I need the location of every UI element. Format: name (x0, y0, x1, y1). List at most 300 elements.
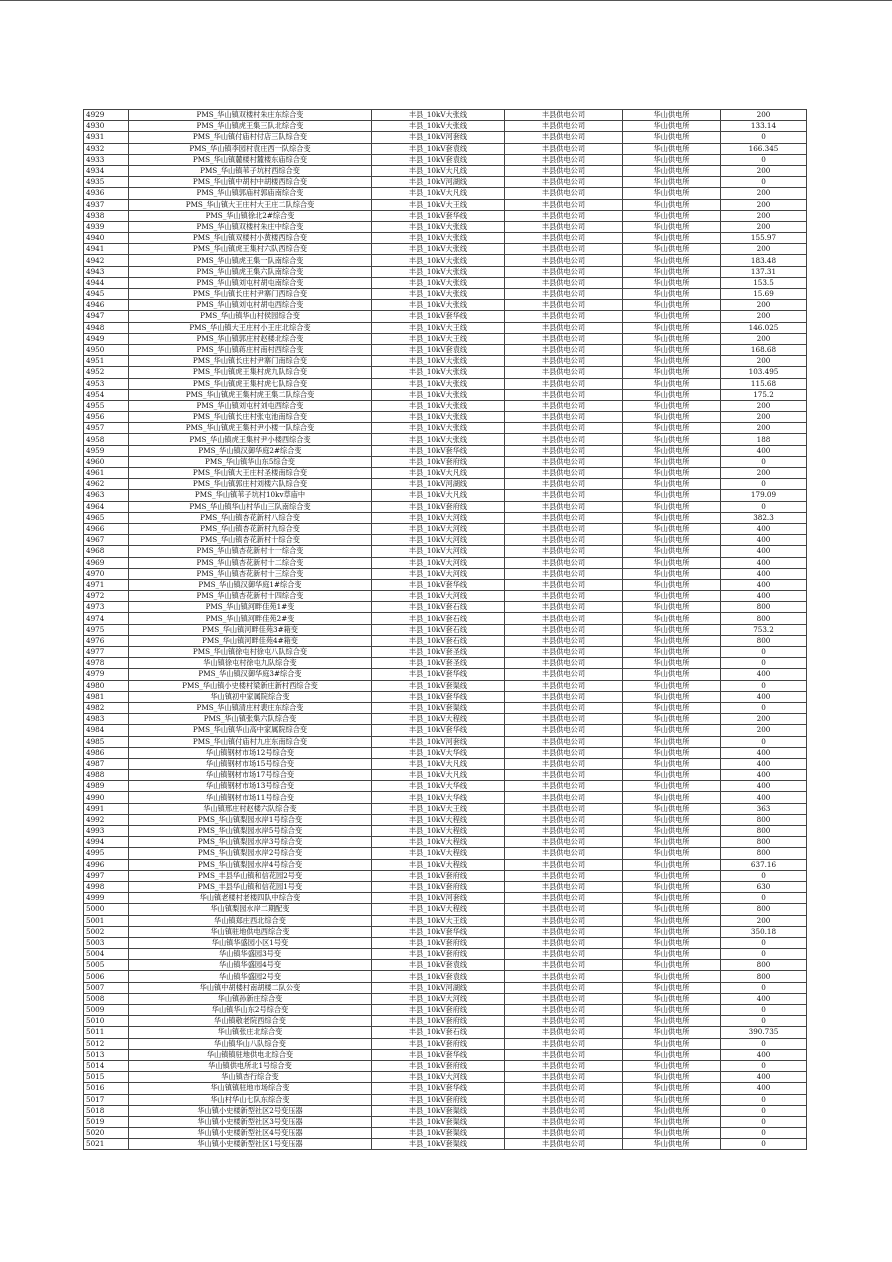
table-row (84, 512, 807, 523)
station-cell: 华山供电所 (623, 602, 721, 613)
transformer-name-cell: PMS_华山镇杏花新村十二综合变 (129, 557, 372, 568)
table-row (84, 322, 807, 333)
transformer-name-cell: 华山镇杏行综合变 (129, 1072, 372, 1083)
transformer-name-cell: 华山镇徐屯村徐屯九队综合变 (129, 658, 372, 669)
table-row (84, 423, 807, 434)
transformer-name-cell: PMS_华山镇小史楼村梁新庄新村西综合变 (129, 680, 372, 691)
company-cell: 丰县供电公司 (505, 915, 623, 926)
row-number-cell: 4999 (84, 893, 129, 904)
transformer-name-cell: PMS_华山镇汉御华庭2#综合变 (129, 445, 372, 456)
feeder-line-cell: 丰县_10kV大张线 (372, 423, 505, 434)
table-row (84, 165, 807, 176)
station-cell: 华山供电所 (623, 322, 721, 333)
transformer-table (83, 109, 807, 1150)
company-cell: 丰县供电公司 (505, 568, 623, 579)
feeder-line-cell: 丰县_10kV大张线 (372, 110, 505, 121)
feeder-line-cell: 丰县_10kV河湖线 (372, 479, 505, 490)
transformer-name-cell: PMS_华山镇大王庄村小王庄北综合变 (129, 322, 372, 333)
station-cell: 华山供电所 (623, 333, 721, 344)
capacity-cell: 390.735 (721, 1027, 807, 1038)
capacity-cell: 200 (721, 412, 807, 423)
transformer-name-cell: PMS_华山镇苇子坑村西综合变 (129, 165, 372, 176)
transformer-name-cell: PMS_华山镇华山东5综合变 (129, 456, 372, 467)
company-cell: 丰县供电公司 (505, 691, 623, 702)
feeder-line-cell: 丰县_10kV套府线 (372, 1060, 505, 1071)
feeder-line-cell: 丰县_10kV套华线 (372, 669, 505, 680)
capacity-cell: 133.14 (721, 121, 807, 132)
station-cell: 华山供电所 (623, 434, 721, 445)
station-cell: 华山供电所 (623, 535, 721, 546)
station-cell: 华山供电所 (623, 479, 721, 490)
row-number-cell: 5001 (84, 915, 129, 926)
row-number-cell: 5008 (84, 993, 129, 1004)
transformer-name-cell: PMS_华山镇河畔佳苑4#箱变 (129, 635, 372, 646)
feeder-line-cell: 丰县_10kV大程线 (372, 848, 505, 859)
capacity-cell: 0 (721, 154, 807, 165)
transformer-name-cell: PMS_华山镇梨园水岸3号综合变 (129, 837, 372, 848)
company-cell: 丰县供电公司 (505, 859, 623, 870)
station-cell: 华山供电所 (623, 960, 721, 971)
feeder-line-cell: 丰县_10kV套石线 (372, 624, 505, 635)
company-cell: 丰县供电公司 (505, 591, 623, 602)
capacity-cell: 0 (721, 893, 807, 904)
company-cell: 丰县供电公司 (505, 1049, 623, 1060)
station-cell: 华山供电所 (623, 378, 721, 389)
company-cell: 丰县供电公司 (505, 669, 623, 680)
station-cell: 华山供电所 (623, 110, 721, 121)
capacity-cell: 0 (721, 658, 807, 669)
company-cell: 丰县供电公司 (505, 770, 623, 781)
row-number-cell: 4946 (84, 300, 129, 311)
feeder-line-cell: 丰县_10kV大王线 (372, 199, 505, 210)
company-cell: 丰县供电公司 (505, 1105, 623, 1116)
station-cell: 华山供电所 (623, 289, 721, 300)
capacity-cell: 0 (721, 1005, 807, 1016)
feeder-line-cell: 丰县_10kV套石线 (372, 1027, 505, 1038)
company-cell: 丰县供电公司 (505, 423, 623, 434)
company-cell: 丰县供电公司 (505, 714, 623, 725)
transformer-name-cell: PMS_华山镇虎王集村六队西综合变 (129, 244, 372, 255)
company-cell: 丰县供电公司 (505, 557, 623, 568)
table-row (84, 389, 807, 400)
feeder-line-cell: 丰县_10kV河套线 (372, 132, 505, 143)
row-number-cell: 5005 (84, 960, 129, 971)
company-cell: 丰县供电公司 (505, 1139, 623, 1150)
transformer-name-cell: PMS_华山镇清庄村裴庄东综合变 (129, 702, 372, 713)
station-cell: 华山供电所 (623, 210, 721, 221)
table-row (84, 747, 807, 758)
row-number-cell: 4997 (84, 870, 129, 881)
row-number-cell: 4972 (84, 591, 129, 602)
feeder-line-cell: 丰县_10kV大河线 (372, 591, 505, 602)
capacity-cell: 0 (721, 1016, 807, 1027)
row-number-cell: 4959 (84, 445, 129, 456)
feeder-line-cell: 丰县_10kV套府线 (372, 501, 505, 512)
company-cell: 丰县供电公司 (505, 501, 623, 512)
station-cell: 华山供电所 (623, 423, 721, 434)
capacity-cell: 800 (721, 613, 807, 624)
station-cell: 华山供电所 (623, 926, 721, 937)
capacity-cell: 382.3 (721, 512, 807, 523)
capacity-cell: 800 (721, 826, 807, 837)
capacity-cell: 137.31 (721, 266, 807, 277)
station-cell: 华山供电所 (623, 714, 721, 725)
table-row (84, 1038, 807, 1049)
feeder-line-cell: 丰县_10kV套袁线 (372, 154, 505, 165)
table-row (84, 602, 807, 613)
company-cell: 丰县供电公司 (505, 344, 623, 355)
capacity-cell: 0 (721, 1094, 807, 1105)
table-row (84, 277, 807, 288)
transformer-name-cell: 华山镇华盛园2号变 (129, 971, 372, 982)
transformer-name-cell: PMS_华山镇虎王集村尹小楼西综合变 (129, 434, 372, 445)
capacity-cell: 0 (721, 501, 807, 512)
transformer-name-cell: PMS_华山镇郭庄村刘楼六队综合变 (129, 479, 372, 490)
table-row (84, 400, 807, 411)
feeder-line-cell: 丰县_10kV大张线 (372, 367, 505, 378)
table-row (84, 1027, 807, 1038)
transformer-name-cell: 华山镇钢材市场15号综合变 (129, 758, 372, 769)
transformer-name-cell: 华山镇郑庄西北综合变 (129, 915, 372, 926)
capacity-cell: 0 (721, 1105, 807, 1116)
transformer-name-cell: 华山镇华盛园小区1号变 (129, 937, 372, 948)
transformer-name-cell: PMS_华山镇华山村侯园综合变 (129, 311, 372, 322)
feeder-line-cell: 丰县_10kV大河线 (372, 535, 505, 546)
capacity-cell: 800 (721, 904, 807, 915)
transformer-name-cell: 华山镇梨园水岸二期配变 (129, 904, 372, 915)
feeder-line-cell: 丰县_10kV套华线 (372, 210, 505, 221)
transformer-name-cell: PMS_华山镇梨园水岸2号综合变 (129, 848, 372, 859)
transformer-name-cell: PMS_华山镇杏花新村十四综合变 (129, 591, 372, 602)
capacity-cell: 363 (721, 803, 807, 814)
company-cell: 丰县供电公司 (505, 121, 623, 132)
transformer-name-cell: PMS_华山镇虎王集六队南综合变 (129, 266, 372, 277)
transformer-name-cell: PMS_华山镇张集六队综合变 (129, 714, 372, 725)
company-cell: 丰县供电公司 (505, 1005, 623, 1016)
table-row (84, 490, 807, 501)
row-number-cell: 4980 (84, 680, 129, 691)
feeder-line-cell: 丰县_10kV大张线 (372, 221, 505, 232)
capacity-cell: 350.18 (721, 926, 807, 937)
table-row (84, 613, 807, 624)
feeder-line-cell: 丰县_10kV大河线 (372, 523, 505, 534)
company-cell: 丰县供电公司 (505, 680, 623, 691)
transformer-name-cell: PMS_华山镇长庄村尹寨门西综合变 (129, 289, 372, 300)
row-number-cell: 4993 (84, 826, 129, 837)
company-cell: 丰县供电公司 (505, 456, 623, 467)
row-number-cell: 4976 (84, 635, 129, 646)
company-cell: 丰县供电公司 (505, 803, 623, 814)
capacity-cell: 400 (721, 758, 807, 769)
table-row (84, 177, 807, 188)
transformer-name-cell: PMS_华山镇虎王集三队北综合变 (129, 121, 372, 132)
company-cell: 丰县供电公司 (505, 781, 623, 792)
company-cell: 丰县供电公司 (505, 445, 623, 456)
feeder-line-cell: 丰县_10kV套渠线 (372, 1116, 505, 1127)
table-row (84, 1116, 807, 1127)
transformer-name-cell: PMS_华山镇付庙村九庄东南综合变 (129, 736, 372, 747)
capacity-cell: 200 (721, 915, 807, 926)
capacity-cell: 200 (721, 221, 807, 232)
capacity-cell: 168.68 (721, 344, 807, 355)
table-row (84, 814, 807, 825)
company-cell: 丰县供电公司 (505, 535, 623, 546)
feeder-line-cell: 丰县_10kV套府线 (372, 870, 505, 881)
transformer-name-cell: PMS_华山镇刘屯村刘屯西综合变 (129, 400, 372, 411)
company-cell: 丰县供电公司 (505, 1128, 623, 1139)
table-row (84, 289, 807, 300)
transformer-name-cell: PMS_华山镇麓楼村麓楼东庙综合变 (129, 154, 372, 165)
row-number-cell: 4953 (84, 378, 129, 389)
company-cell: 丰县供电公司 (505, 266, 623, 277)
capacity-cell: 155.97 (721, 233, 807, 244)
station-cell: 华山供电所 (623, 154, 721, 165)
capacity-cell: 0 (721, 870, 807, 881)
feeder-line-cell: 丰县_10kV套府线 (372, 1038, 505, 1049)
station-cell: 华山供电所 (623, 356, 721, 367)
capacity-cell: 200 (721, 311, 807, 322)
capacity-cell: 0 (721, 177, 807, 188)
capacity-cell: 200 (721, 300, 807, 311)
transformer-name-cell: 华山镇小史楼新型社区4号变压器 (129, 1128, 372, 1139)
table-row (84, 635, 807, 646)
station-cell: 华山供电所 (623, 456, 721, 467)
row-number-cell: 4987 (84, 758, 129, 769)
company-cell: 丰县供电公司 (505, 949, 623, 960)
transformer-name-cell: PMS_华山镇郭庙村郭庙南综合变 (129, 188, 372, 199)
feeder-line-cell: 丰县_10kV大凡线 (372, 770, 505, 781)
table-row (84, 770, 807, 781)
transformer-name-cell: 华山镇华山八队综合变 (129, 1038, 372, 1049)
feeder-line-cell: 丰县_10kV大凡线 (372, 468, 505, 479)
row-number-cell: 4937 (84, 199, 129, 210)
table-row (84, 792, 807, 803)
company-cell: 丰县供电公司 (505, 848, 623, 859)
feeder-line-cell: 丰县_10kV大张线 (372, 255, 505, 266)
station-cell: 华山供电所 (623, 1116, 721, 1127)
company-cell: 丰县供电公司 (505, 412, 623, 423)
table-row (84, 266, 807, 277)
table-row (84, 210, 807, 221)
company-cell: 丰县供电公司 (505, 132, 623, 143)
feeder-line-cell: 丰县_10kV大王线 (372, 915, 505, 926)
company-cell: 丰县供电公司 (505, 546, 623, 557)
table-row (84, 132, 807, 143)
feeder-line-cell: 丰县_10kV套渠线 (372, 680, 505, 691)
row-number-cell: 4933 (84, 154, 129, 165)
row-number-cell: 4931 (84, 132, 129, 143)
row-number-cell: 5002 (84, 926, 129, 937)
capacity-cell: 0 (721, 680, 807, 691)
capacity-cell: 0 (721, 982, 807, 993)
feeder-line-cell: 丰县_10kV大华线 (372, 792, 505, 803)
feeder-line-cell: 丰县_10kV大程线 (372, 814, 505, 825)
row-number-cell: 4985 (84, 736, 129, 747)
transformer-name-cell: PMS_华山镇河畔佳苑3#箱变 (129, 624, 372, 635)
transformer-name-cell: 华山镇驻地供电西综合变 (129, 926, 372, 937)
company-cell: 丰县供电公司 (505, 244, 623, 255)
table-row (84, 848, 807, 859)
feeder-line-cell: 丰县_10kV大凡线 (372, 165, 505, 176)
feeder-line-cell: 丰县_10kV河湖线 (372, 177, 505, 188)
table-row (84, 1060, 807, 1071)
feeder-line-cell: 丰县_10kV大河线 (372, 1072, 505, 1083)
company-cell: 丰县供电公司 (505, 233, 623, 244)
row-number-cell: 5000 (84, 904, 129, 915)
table-row (84, 221, 807, 232)
capacity-cell: 200 (721, 725, 807, 736)
station-cell: 华山供电所 (623, 1060, 721, 1071)
station-cell: 华山供电所 (623, 725, 721, 736)
station-cell: 华山供电所 (623, 770, 721, 781)
feeder-line-cell: 丰县_10kV套石线 (372, 613, 505, 624)
table-row (84, 356, 807, 367)
table-row (84, 479, 807, 490)
company-cell: 丰县供电公司 (505, 523, 623, 534)
capacity-cell: 400 (721, 691, 807, 702)
transformer-name-cell: 华山镇小史楼新型社区3号变压器 (129, 1116, 372, 1127)
row-number-cell: 5012 (84, 1038, 129, 1049)
row-number-cell: 4942 (84, 255, 129, 266)
capacity-cell: 400 (721, 557, 807, 568)
row-number-cell: 4990 (84, 792, 129, 803)
row-number-cell: 5019 (84, 1116, 129, 1127)
table-row (84, 568, 807, 579)
station-cell: 华山供电所 (623, 613, 721, 624)
row-number-cell: 5010 (84, 1016, 129, 1027)
table-row (84, 143, 807, 154)
row-number-cell: 5009 (84, 1005, 129, 1016)
station-cell: 华山供电所 (623, 255, 721, 266)
table-row (84, 658, 807, 669)
transformer-name-cell: 华山镇华山东2号综合变 (129, 1005, 372, 1016)
table-row (84, 1139, 807, 1150)
transformer-name-cell: PMS_华山镇河畔佳苑2#变 (129, 613, 372, 624)
capacity-cell: 400 (721, 770, 807, 781)
row-number-cell: 4992 (84, 814, 129, 825)
station-cell: 华山供电所 (623, 501, 721, 512)
row-number-cell: 4995 (84, 848, 129, 859)
transformer-name-cell: PMS_华山镇大王庄村大王庄二队综合变 (129, 199, 372, 210)
row-number-cell: 4950 (84, 344, 129, 355)
capacity-cell: 0 (721, 937, 807, 948)
feeder-line-cell: 丰县_10kV套府线 (372, 881, 505, 892)
row-number-cell: 5007 (84, 982, 129, 993)
table-row (84, 110, 807, 121)
feeder-line-cell: 丰县_10kV大凡线 (372, 758, 505, 769)
capacity-cell: 188 (721, 434, 807, 445)
row-number-cell: 4971 (84, 579, 129, 590)
transformer-name-cell: 华山镇钢材市场13号综合变 (129, 781, 372, 792)
station-cell: 华山供电所 (623, 233, 721, 244)
row-number-cell: 4964 (84, 501, 129, 512)
table-row (84, 680, 807, 691)
capacity-cell: 183.48 (721, 255, 807, 266)
capacity-cell: 0 (721, 1139, 807, 1150)
capacity-cell: 200 (721, 356, 807, 367)
row-number-cell: 4977 (84, 647, 129, 658)
feeder-line-cell: 丰县_10kV套袁线 (372, 971, 505, 982)
feeder-line-cell: 丰县_10kV大张线 (372, 434, 505, 445)
feeder-line-cell: 丰县_10kV大河线 (372, 568, 505, 579)
row-number-cell: 4957 (84, 423, 129, 434)
station-cell: 华山供电所 (623, 132, 721, 143)
row-number-cell: 4978 (84, 658, 129, 669)
company-cell: 丰县供电公司 (505, 1094, 623, 1105)
capacity-cell: 179.09 (721, 490, 807, 501)
feeder-line-cell: 丰县_10kV大河线 (372, 546, 505, 557)
company-cell: 丰县供电公司 (505, 658, 623, 669)
station-cell: 华山供电所 (623, 591, 721, 602)
transformer-name-cell: 华山镇华盛园4号变 (129, 960, 372, 971)
station-cell: 华山供电所 (623, 1094, 721, 1105)
station-cell: 华山供电所 (623, 870, 721, 881)
transformer-name-cell: PMS_华山镇双楼村朱庄中综合变 (129, 221, 372, 232)
capacity-cell: 200 (721, 110, 807, 121)
table-row (84, 546, 807, 557)
transformer-name-cell: PMS_华山镇虎王集村虎九队综合变 (129, 367, 372, 378)
capacity-cell: 0 (721, 1128, 807, 1139)
feeder-line-cell: 丰县_10kV大张线 (372, 277, 505, 288)
feeder-line-cell: 丰县_10kV套渠线 (372, 702, 505, 713)
row-number-cell: 4961 (84, 468, 129, 479)
table-row (84, 244, 807, 255)
company-cell: 丰县供电公司 (505, 311, 623, 322)
company-cell: 丰县供电公司 (505, 1038, 623, 1049)
table-row (84, 591, 807, 602)
table-row (84, 434, 807, 445)
station-cell: 华山供电所 (623, 1005, 721, 1016)
capacity-cell: 800 (721, 602, 807, 613)
feeder-line-cell: 丰县_10kV大程线 (372, 904, 505, 915)
table-row (84, 579, 807, 590)
row-number-cell: 4983 (84, 714, 129, 725)
transformer-name-cell: PMS_华山镇大王庄村圣楼南综合变 (129, 468, 372, 479)
transformer-name-cell: PMS_华山镇梨园水岸5号综合变 (129, 826, 372, 837)
company-cell: 丰县供电公司 (505, 1116, 623, 1127)
company-cell: 丰县供电公司 (505, 110, 623, 121)
row-number-cell: 4965 (84, 512, 129, 523)
transformer-name-cell: PMS_华山镇虎王集村虎七队综合变 (129, 378, 372, 389)
transformer-name-cell: 华山村华山七队东综合变 (129, 1094, 372, 1105)
capacity-cell: 400 (721, 669, 807, 680)
table-row (84, 725, 807, 736)
table-row (84, 154, 807, 165)
company-cell: 丰县供电公司 (505, 602, 623, 613)
station-cell: 华山供电所 (623, 1038, 721, 1049)
row-number-cell: 4958 (84, 434, 129, 445)
transformer-name-cell: PMS_华山镇杏花新村十综合变 (129, 535, 372, 546)
company-cell: 丰县供电公司 (505, 736, 623, 747)
capacity-cell: 400 (721, 445, 807, 456)
table-row (84, 837, 807, 848)
transformer-name-cell: PMS_华山镇梨园水岸1号综合变 (129, 814, 372, 825)
feeder-line-cell: 丰县_10kV套圣线 (372, 658, 505, 669)
company-cell: 丰县供电公司 (505, 512, 623, 523)
table-row (84, 1128, 807, 1139)
row-number-cell: 4954 (84, 389, 129, 400)
station-cell: 华山供电所 (623, 702, 721, 713)
station-cell: 华山供电所 (623, 165, 721, 176)
company-cell: 丰县供电公司 (505, 960, 623, 971)
capacity-cell: 400 (721, 1072, 807, 1083)
transformer-name-cell: 华山镇孙新庄综合变 (129, 993, 372, 1004)
station-cell: 华山供电所 (623, 389, 721, 400)
row-number-cell: 5016 (84, 1083, 129, 1094)
company-cell: 丰县供电公司 (505, 154, 623, 165)
station-cell: 华山供电所 (623, 468, 721, 479)
station-cell: 华山供电所 (623, 400, 721, 411)
